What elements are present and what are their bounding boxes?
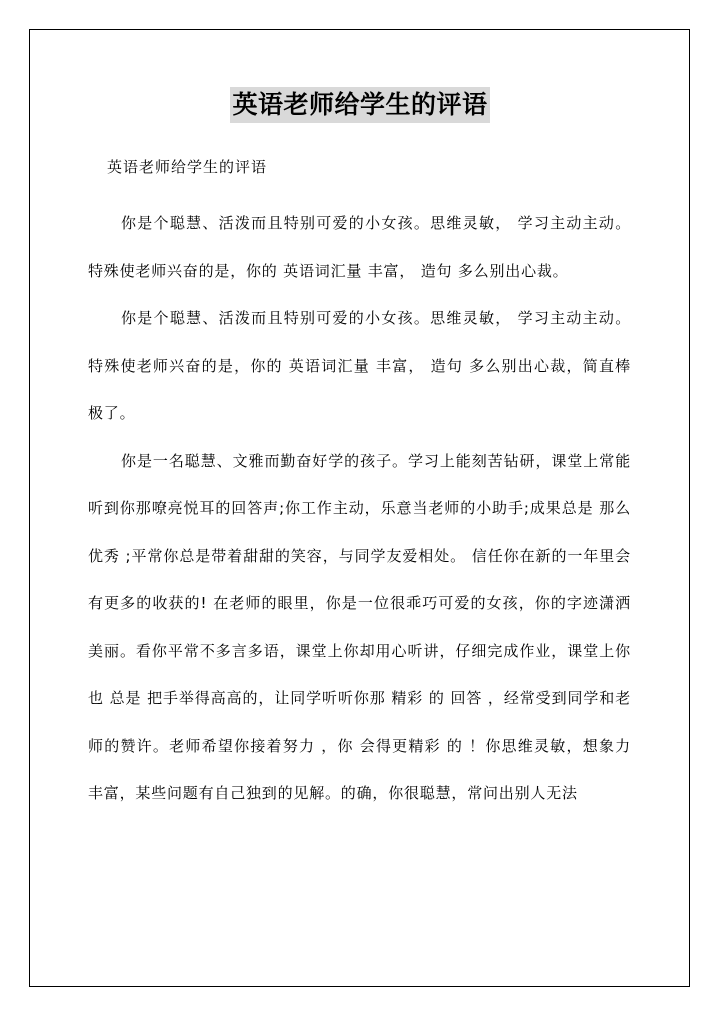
title-container: [0, 87, 720, 123]
document-body: [88, 200, 631, 818]
paragraph-1: 你是个聪慧、活泼而且特别可爱的小女孩。思维灵敏， 学习主动主动。 特殊使老师兴奋的是，你的 英语词汇量 丰富， 造句 多么别出心裁。: [88, 214, 631, 280]
document-title: 英语老师给学生的评语: [230, 87, 489, 123]
paragraph-2: 你是个聪慧、活泼而且特别可爱的小女孩。思维灵敏， 学习主动主动。 特殊使老师兴奋的是，你的 英语词汇量 丰富， 造句 多么别出心裁，简直棒极了。: [88, 309, 631, 422]
paragraph-3: 你是一名聪慧、文雅而勤奋好学的孩子。学习上能刻苦钻研，课堂上常能听到你那嘹亮悦耳的回答声;你工作主动，乐意当老师的小助手;成果总是 那么优秀 ;平常你总是带着甜甜的笑容，与同学友爱相处。 信任你在新的一年里会有更多的收获的! 在老师的眼里，你是一位很乖巧可爱的女孩，你的字迹潇洒美丽。看你平常不多言多语，课堂上你却用心听讲，仔细完成作业，课堂上你也 总是 把手举得高高的，让同学听听你那 精彩 的 回答 ，经常受到同学和老师的赞许。老师希望你接着努力 ，你 会得更精彩 的 ！你思维灵敏，想象力丰富，某些问题有自己独到的见解。的确，你很聪慧，常问出别人无法: [88, 451, 631, 802]
document-subtitle: 英语老师给学生的评语: [107, 158, 268, 176]
